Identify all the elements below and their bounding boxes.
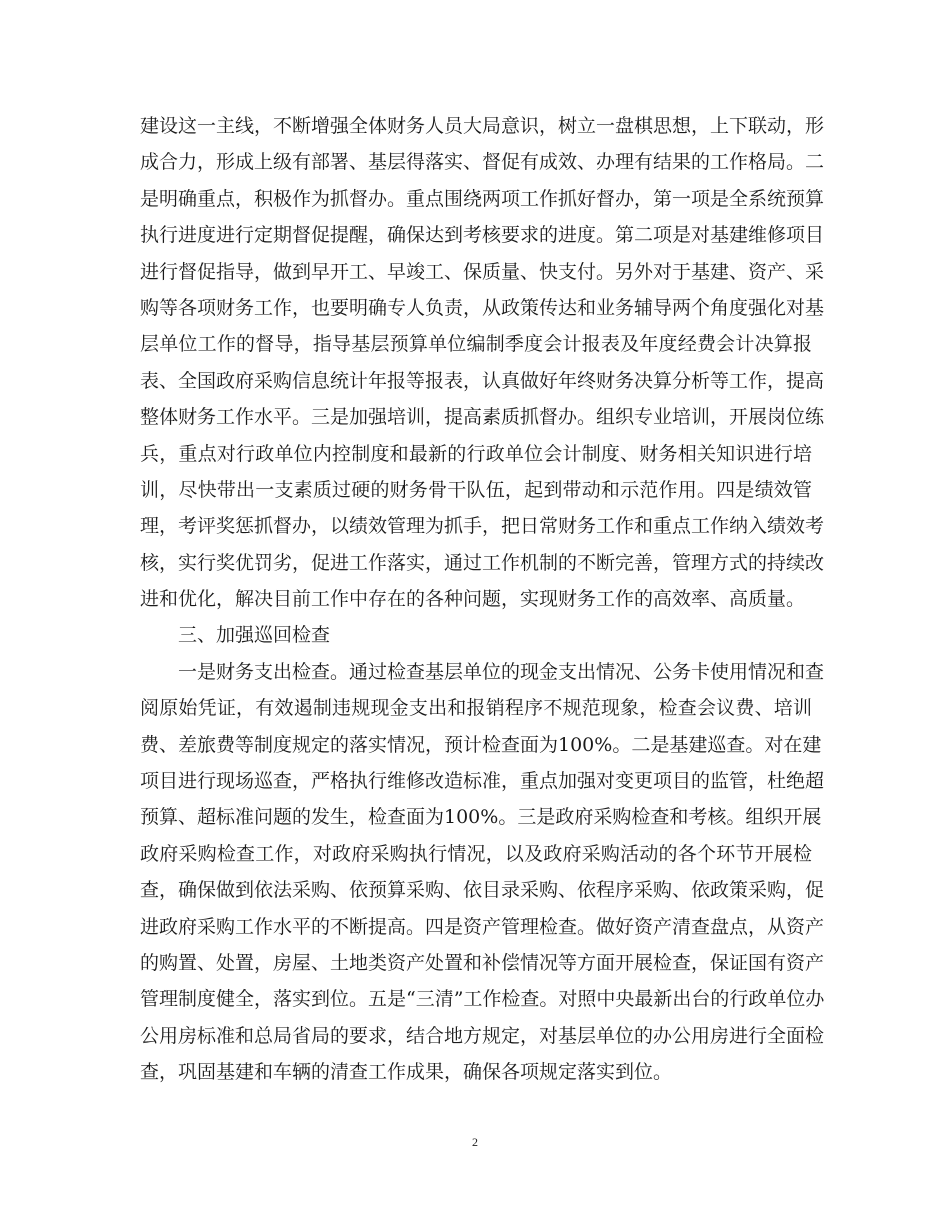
section-heading: 三、加强巡回检查 (178, 624, 331, 647)
paragraph-line: 查，巩固基建和车辆的清查工作成果，确保各项规定落实到位。 (140, 1061, 673, 1084)
paragraph-line: 核，实行奖优罚劣，促进工作落实，通过工作机制的不断完善，管理方式的持续改 (140, 551, 825, 574)
paragraph-line: 兵，重点对行政单位内控制度和最新的行政单位会计制度、财务相关知识进行培 (140, 442, 812, 465)
paragraph-line: 进和优化，解决目前工作中存在的各种问题，实现财务工作的高效率、高质量。 (140, 588, 806, 611)
paragraph-line: 表、全国政府采购信息统计年报等报表，认真做好年终财务决算分析等工作，提高 (140, 369, 825, 392)
paragraph-line: 建设这一主线，不断增强全体财务人员大局意识，树立一盘棋思想，上下联动，形 (140, 115, 825, 137)
paragraph-line: 管理制度健全，落实到位。五是“三清”工作检查。对照中央最新出台的行政单位办 (140, 988, 825, 1011)
paragraph-line: 费、差旅费等制度规定的落实情况，预计检查面为100%。二是基建巡查。对在建 (140, 733, 822, 756)
paragraph-line: 训，尽快带出一支素质过硬的财务骨干队伍，起到带动和示范作用。四是绩效管 (140, 478, 812, 501)
paragraph-line: 项目进行现场巡查，严格执行维修改造标准，重点加强对变更项目的监管，杜绝超 (140, 770, 825, 793)
paragraph-line: 阅原始凭证，有效遏制违规现金支出和报销程序不规范现象，检查会议费、培训 (140, 697, 812, 720)
paragraph-line: 政府采购检查工作，对政府采购执行情况，以及政府采购活动的各个环节开展检 (140, 842, 812, 865)
document-body (140, 108, 825, 1091)
paragraph-line: 成合力，形成上级有部署、基层得落实、督促有成效、办理有结果的工作格局。二 (140, 151, 825, 174)
paragraph-line: 进政府采购工作水平的不断提高。四是资产管理检查。做好资产清查盘点，从资产 (140, 915, 825, 938)
paragraph-line: 的购置、处置，房屋、土地类资产处置和补偿情况等方面开展检查，保证国有资产 (140, 951, 825, 974)
page-number: 2 (472, 1135, 478, 1149)
paragraph-line: 理，考评奖惩抓督办，以绩效管理为抓手，把日常财务工作和重点工作纳入绩效考 (140, 515, 825, 538)
paragraph-2 (140, 654, 825, 1091)
paragraph-line: 公用房标准和总局省局的要求，结合地方规定，对基层单位的办公用房进行全面检 (140, 1024, 825, 1047)
paragraph-line: 预算、超标准问题的发生，检查面为100%。三是政府采购检查和考核。组织开展 (140, 806, 822, 829)
paragraph-1 (140, 108, 825, 617)
paragraph-line: 查，确保做到依法采购、依预算采购、依目录采购、依程序采购、依政策采购，促 (140, 879, 825, 902)
paragraph-line: 层单位工作的督导，指导基层预算单位编制季度会计报表及年度经费会计决算报 (140, 333, 812, 356)
paragraph-line: 进行督促指导，做到早开工、早竣工、保质量、快支付。另外对于基建、资产、采 (140, 260, 825, 283)
paragraph-line: 是明确重点，积极作为抓督办。重点围绕两项工作抓好督办，第一项是全系统预算 (140, 187, 825, 210)
paragraph-line: 执行进度进行定期督促提醒，确保达到考核要求的进度。第二项是对基建维修项目 (140, 224, 825, 247)
paragraph-line: 购等各项财务工作，也要明确专人负责，从政策传达和业务辅导两个角度强化对基 (140, 296, 825, 319)
paragraph-line: 一是财务支出检查。通过检查基层单位的现金支出情况、公务卡使用情况和查 (178, 660, 825, 683)
paragraph-line: 整体财务工作水平。三是加强培训，提高素质抓督办。组织专业培训，开展岗位练 (140, 406, 825, 429)
